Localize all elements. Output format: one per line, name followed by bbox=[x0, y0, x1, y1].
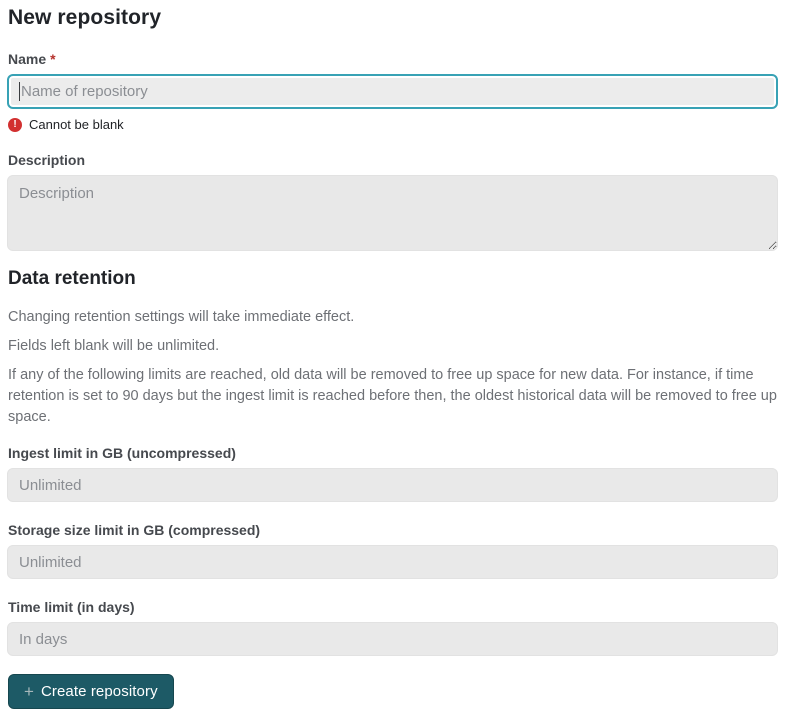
page-title: New repository bbox=[8, 6, 162, 29]
plus-icon: + bbox=[24, 682, 34, 701]
name-error bbox=[8, 117, 778, 132]
description-textarea[interactable] bbox=[7, 175, 778, 251]
storage-limit-field bbox=[7, 522, 778, 579]
name-input-wrap bbox=[7, 74, 778, 109]
required-asterisk: * bbox=[50, 51, 56, 67]
name-label: Name bbox=[8, 51, 47, 67]
name-error-text: Cannot be blank bbox=[29, 117, 124, 132]
text-caret bbox=[19, 82, 20, 101]
create-repository-label: Create repository bbox=[40, 683, 158, 700]
ingest-limit-label: Ingest limit in GB (uncompressed) bbox=[8, 445, 236, 461]
retention-intro bbox=[7, 307, 778, 428]
storage-limit-input[interactable] bbox=[7, 545, 778, 579]
name-field bbox=[7, 51, 778, 132]
storage-limit-label: Storage size limit in GB (compressed) bbox=[8, 522, 261, 538]
error-icon: ! bbox=[8, 118, 22, 132]
name-input[interactable] bbox=[7, 74, 778, 109]
description-field bbox=[7, 152, 778, 251]
data-retention-heading: Data retention bbox=[8, 268, 136, 289]
ingest-limit-input[interactable] bbox=[7, 468, 778, 502]
time-limit-input[interactable] bbox=[7, 622, 778, 656]
ingest-limit-field bbox=[7, 445, 778, 502]
time-limit-label: Time limit (in days) bbox=[8, 599, 135, 615]
time-limit-field bbox=[7, 599, 778, 656]
description-label: Description bbox=[8, 152, 86, 168]
retention-paragraph: If any of the following limits are reached, old data will be removed to free up space for new data. For instance, if time retention is set to 90 days but the ingest limit is reached before then, the oldest historical data will be removed to free up space. bbox=[8, 367, 777, 425]
retention-paragraph: Changing retention settings will take immediate effect. bbox=[8, 309, 355, 325]
retention-paragraph: Fields left blank will be unlimited. bbox=[8, 338, 220, 354]
create-repository-button[interactable] bbox=[8, 674, 174, 709]
